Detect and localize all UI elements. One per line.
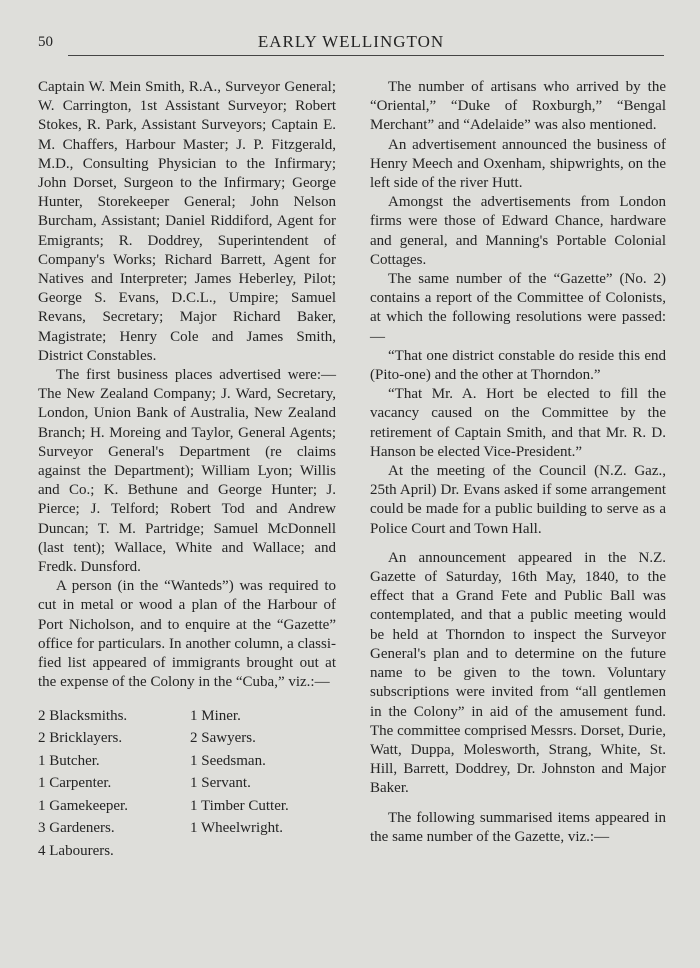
trade-item: 1 Miner. bbox=[190, 707, 241, 724]
left-column bbox=[38, 78, 336, 863]
trades-list-column-2 bbox=[188, 705, 289, 863]
trade-item: 1 Butcher. bbox=[38, 752, 100, 769]
trade-item: 4 Labourers. bbox=[38, 843, 114, 860]
immigrant-trades-list bbox=[38, 705, 336, 863]
trade-item: 1 Servant. bbox=[190, 775, 251, 792]
paragraph: An announcement appeared in the N.Z. Gazette of Saturday, 16th May, 1840, to the effect that a Grand Fete and Public Ball was contemplated, and that a public meeting would be held at Thorndon to inspect the Surveyor General's plan and to determine on the future name to be given to the town. Voluntary subscriptions were invited from “all gentlemen in the Colony” in aid of the amusement fund. The committee comprised Messrs. Dorset, Durie, Watt, Duppa, Molesworth, Strang, White, St. Hill, Barrett, Doddrey, Dr. Johnston and Major Baker. bbox=[370, 549, 666, 797]
page-header bbox=[38, 30, 664, 58]
paragraph: “That Mr. A. Hort be elected to fill the vacancy caused on the Committee by the retirement of Captain Smith, and that Mr. R. D. Hanson be elected Vice-President.” bbox=[370, 386, 666, 460]
paragraph: The following summarised items appeared in the same number of the Gazette, viz.:— bbox=[370, 809, 666, 845]
page-number: 50 bbox=[38, 34, 53, 50]
paragraph: At the meeting of the Council (N.Z. Gaz., 25th April) Dr. Evans asked if some arrangement could be made for a public building to serve as a Police Court and Town Hall. bbox=[370, 463, 666, 537]
trade-item: 1 Gamekeeper. bbox=[38, 797, 128, 814]
trade-item: 1 Timber Cutter. bbox=[190, 797, 289, 814]
paragraph: An advertisement announced the business of Henry Meech and Oxenham, shipwrights, on the left side of the river Hutt. bbox=[370, 136, 666, 192]
right-column bbox=[370, 78, 666, 847]
trade-item: 3 Gardeners. bbox=[38, 820, 115, 837]
paragraph: Captain W. Mein Smith, R.A., Surveyor General; W. Carrington, 1st Assistant Surveyor; Robert Stokes, R. Park, Assistant Surveyors; Captain E. M. Chaffers, Harbour Master; J. P. Fitzgerald, M.D., Consulting Physician to the Infirmary; John Dorset, Surgeon to the Infirmary; George Hunter, Storekeeper General; John Nelson Burcham, Assistant; Daniel Riddiford, Agent for Emigrants; R. Doddrey, Superintendent of Company's Works; Richard Barrett, Agent for Natives and Interpreter; James Heberley, Pilot; George S. Evans, D.C.L., Umpire; Samuel Revans, Secretary; Major Richard Baker, Magistrate; Henry Cole and James Smith, District Constables. bbox=[38, 79, 336, 364]
running-title: EARLY WELLINGTON bbox=[257, 32, 445, 51]
trade-item: 2 Sawyers. bbox=[190, 730, 256, 747]
trade-item: 1 Wheelwright. bbox=[190, 820, 284, 837]
paragraph: A person (in the “Wanteds”) was required to cut in metal or wood a plan of the Harbour of Port Nicholson, and to enquire at the “Gazette” office for particulars. In another column, a classified list appeared of immigrants brought out at the expense of the Colony in the “Cuba,” viz.:— bbox=[38, 578, 336, 691]
paragraph: The first business places advertised were:—The New Zealand Company; J. Ward, Secretary, London, Union Bank of Australia, New Zealand Branch; H. Moreing and Taylor, General Agents; Surveyor General's Department (re claims against the Department); William Lyon; Willis and Co.; K. Bethune and George Hunter; J. Pierce; J. Telford; Robert Tod and Andrew Duncan; T. M. Partridge; Samuel McDonnell (last tent); Wallace, White and Wallace; and Fredk. Dunsford. bbox=[38, 367, 336, 576]
trade-item: 2 Blacksmiths. bbox=[38, 707, 128, 724]
paragraph: Amongst the advertisements from London firms were those of Edward Chance, hardware and general, and Manning's Portable Colonial Cottages. bbox=[370, 194, 666, 268]
trades-list-column-1 bbox=[38, 705, 188, 863]
trade-item: 1 Seedsman. bbox=[190, 752, 266, 769]
paragraph: The same number of the “Gazette” (No. 2) contains a report of the Committee of Colonists, at which the following resolutions were passed:— bbox=[370, 271, 666, 345]
paragraph: “That one district constable do reside this end (Pito-one) and the other at Thorndon.” bbox=[370, 347, 666, 384]
trade-item: 1 Carpenter. bbox=[38, 775, 112, 792]
paragraph: The number of artisans who arrived by the “Oriental,” “Duke of Roxburgh,” “Bengal Merchant” and “Adelaide” was also mentioned. bbox=[370, 79, 666, 134]
header-rule bbox=[68, 55, 664, 56]
trade-item: 2 Bricklayers. bbox=[38, 730, 123, 747]
